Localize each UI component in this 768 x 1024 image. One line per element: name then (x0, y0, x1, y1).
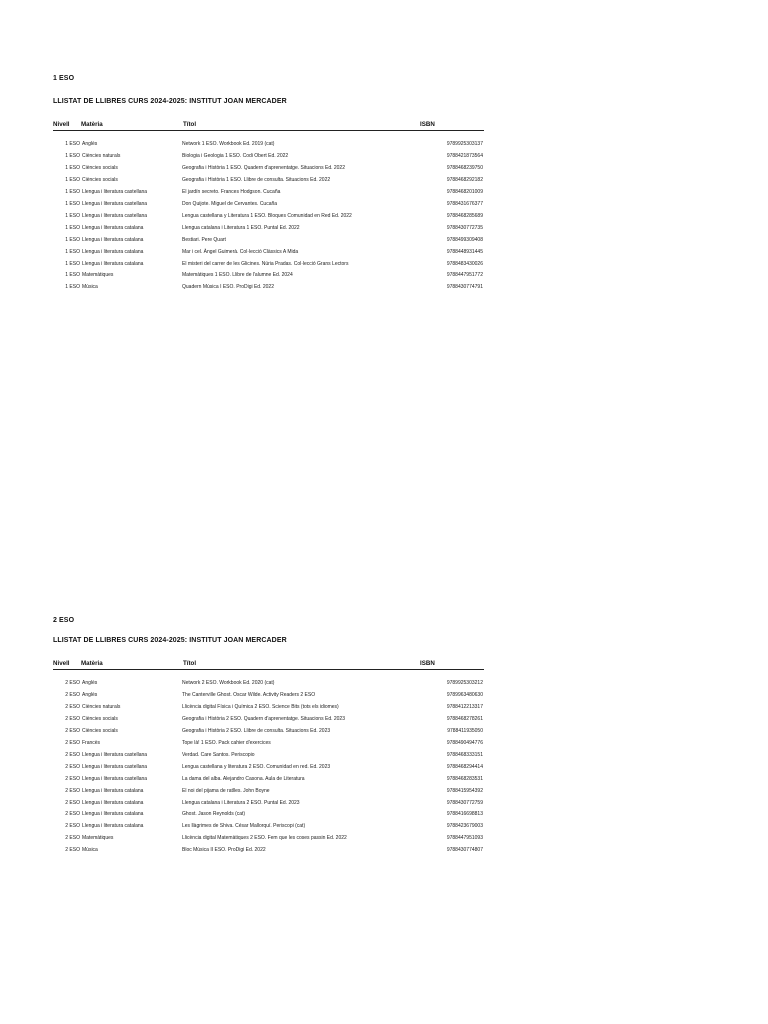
header-level: Nivell (53, 660, 70, 667)
table-row (53, 808, 484, 820)
cell-subject: Llengua i literatura catalana (82, 811, 144, 818)
cell-title: Llicència digital Matemàtiques 2 ESO. Fem que les coses passin Ed. 2022 (182, 835, 347, 842)
cell-subject: Francès (82, 739, 101, 746)
cell-subject: Ciències naturals (82, 152, 121, 159)
table-row (53, 761, 484, 773)
table-row (53, 701, 484, 713)
table-row (53, 150, 484, 162)
cell-level: 2 ESO (65, 811, 80, 818)
cell-subject: Llengua i literatura castellana (82, 751, 148, 758)
cell-isbn: 9788468294414 (446, 763, 483, 770)
cell-isbn: 9788468285689 (446, 212, 483, 219)
table-row (53, 832, 484, 844)
cell-title: Les llàgrimes de Shiva. César Mallorquí. Periscopi (cat) (182, 823, 306, 830)
cell-subject: Ciències socials (82, 727, 118, 734)
cell-isbn: 9788468278261 (446, 715, 483, 722)
table-row (53, 162, 484, 174)
cell-isbn: 9788421873564 (446, 152, 483, 159)
cell-title: Bloc Música II ESO. ProDigi Ed. 2022 (182, 847, 266, 854)
header-title: Títol (183, 660, 197, 667)
cell-level: 1 ESO (65, 236, 80, 243)
cell-subject: Llengua i literatura castellana (82, 200, 148, 207)
cell-subject: Ciències socials (82, 715, 118, 722)
cell-title: Quadern Música I ESO. ProDigi Ed. 2022 (182, 284, 274, 291)
table-row (53, 198, 484, 210)
cell-title: Llengua catalana i Literatura 1 ESO. Puntal Ed. 2022 (182, 224, 300, 231)
cell-level: 2 ESO (65, 787, 80, 794)
table-row (53, 210, 484, 222)
cell-title: Matemàtiques 1 ESO. Llibre de l'alumne Ed. 2024 (182, 272, 293, 279)
cell-isbn: 9788468292182 (446, 176, 483, 183)
cell-title: El jardín secreto. Frances Hodgson. Cucaña (182, 188, 281, 195)
cell-isbn: 9789925303137 (446, 141, 483, 147)
list-title: LLISTAT DE LLIBRES CURS 2024-2025: INSTITUT JOAN MERCADER (53, 98, 287, 105)
cell-title: Llengua catalana i Literatura 2 ESO. Puntal Ed. 2023 (182, 799, 300, 806)
cell-level: 1 ESO (65, 212, 80, 219)
cell-isbn: 9788468201009 (446, 188, 483, 195)
cell-subject: Llengua i literatura catalana (82, 823, 144, 830)
cell-title: Bestiari. Pere Quart (182, 236, 226, 243)
cell-level: 2 ESO (65, 847, 80, 854)
cell-level: 2 ESO (65, 763, 80, 770)
table-row (53, 820, 484, 832)
cell-subject: Llengua i literatura castellana (82, 763, 148, 770)
cell-subject: Anglès (82, 141, 98, 147)
cell-title: El noi del pijama de ratlles. John Boyne (182, 787, 270, 794)
cell-subject: Llengua i literatura castellana (82, 775, 148, 782)
cell-isbn: 9788431676377 (446, 200, 483, 207)
cell-isbn: 9789925303212 (446, 680, 483, 686)
table-row (53, 138, 484, 150)
cell-level: 1 ESO (65, 188, 80, 195)
table-row (53, 737, 484, 749)
cell-isbn: 9788499309408 (446, 236, 483, 243)
table-row (53, 186, 484, 198)
cell-level: 2 ESO (65, 823, 80, 830)
header-isbn: ISBN (420, 660, 435, 667)
cell-title: Tope là! 1 ESO. Pack cahier d'exercices (182, 739, 271, 746)
cell-level: 1 ESO (65, 200, 80, 207)
table-row (53, 725, 484, 737)
cell-level: 2 ESO (65, 691, 80, 698)
cell-title: Mar i cel. Àngel Guimerà. Col·lecció Clàssics A Mida (182, 248, 299, 255)
cell-title: Verdad. Care Santos. Periscopio (182, 751, 255, 758)
cell-isbn: 9788490494776 (446, 739, 483, 746)
cell-subject: Matemàtiques (82, 835, 114, 842)
table-row (53, 713, 484, 725)
cell-subject: Música (82, 847, 98, 854)
cell-isbn: 9788447951093 (446, 835, 483, 842)
table-row (53, 749, 484, 761)
cell-subject: Llengua i literatura catalana (82, 799, 144, 806)
table-row (53, 234, 484, 246)
cell-subject: Llengua i literatura catalana (82, 260, 144, 267)
cell-isbn: 9788411935050 (447, 727, 483, 734)
cell-level: 1 ESO (65, 141, 80, 147)
cell-level: 2 ESO (65, 835, 80, 842)
table-row (53, 281, 484, 293)
cell-subject: Llengua i literatura catalana (82, 787, 144, 794)
cell-level: 1 ESO (65, 260, 80, 267)
cell-subject: Anglès (82, 680, 98, 686)
cell-title: Network 2 ESO. Workbook Ed. 2020 (cat) (182, 680, 275, 686)
cell-title: Geografia i Història 2 ESO. Llibre de consulta. Situacions Ed. 2023 (182, 727, 331, 734)
cell-isbn: 9788415954392 (446, 787, 483, 794)
cell-level: 2 ESO (65, 751, 80, 758)
cell-level: 1 ESO (65, 284, 80, 291)
cell-level: 2 ESO (65, 775, 80, 782)
header-level: Nivell (53, 121, 70, 128)
cell-level: 2 ESO (65, 799, 80, 806)
cell-isbn: 9788430772759 (446, 799, 483, 806)
cell-subject: Ciències socials (82, 164, 118, 171)
cell-subject: Llengua i literatura catalana (82, 224, 144, 231)
cell-subject: Ciències socials (82, 176, 118, 183)
cell-subject: Llengua i literatura castellana (82, 188, 148, 195)
cell-level: 2 ESO (65, 715, 80, 722)
cell-subject: Música (82, 284, 98, 291)
cell-subject: Ciències naturals (82, 703, 121, 710)
cell-title: Llicència digital Física i Química 2 ESO. Science Bits (tots els idiomes) (182, 703, 339, 710)
cell-title: El misteri del carrer de les Glicines. Núria Pradas. Col·lecció Grans Lectors (182, 260, 349, 267)
cell-isbn: 9789963480630 (446, 691, 483, 698)
table-row (53, 797, 484, 809)
cell-subject: Anglès (82, 691, 98, 698)
cell-level: 1 ESO (65, 164, 80, 171)
cell-title: Geografia i Història 1 ESO. Llibre de consulta. Situacions Ed. 2022 (182, 176, 331, 183)
cell-title: Don Quijote. Miguel de Cervantes. Cucaña (182, 200, 278, 207)
cell-subject: Matemàtiques (82, 272, 114, 279)
cell-subject: Llengua i literatura castellana (82, 212, 148, 219)
cell-title: Geografia i Història 2 ESO. Quadern d'aprenentatge. Situacions Ed. 2023 (182, 715, 345, 722)
cell-level: 2 ESO (65, 703, 80, 710)
cell-isbn: 9788412213317 (446, 703, 483, 710)
cell-isbn: 9788483430026 (446, 260, 483, 267)
cell-title: Geografia i Història 1 ESO. Quadern d'aprenentatge. Situacions Ed. 2022 (182, 164, 345, 171)
level-title: 2 ESO (53, 617, 75, 624)
level-title: 1 ESO (53, 75, 75, 82)
cell-isbn: 9788447951772 (446, 272, 483, 279)
header-subject: Matèria (81, 121, 103, 128)
cell-level: 1 ESO (65, 224, 80, 231)
table-row (53, 689, 484, 701)
cell-title: Network 1 ESO. Workbook Ed. 2019 (cat) (182, 141, 275, 147)
cell-title: Lengua castellana y Literatura 1 ESO. Bloques Comunidad en Red Ed. 2022 (182, 212, 352, 219)
table-row (53, 174, 484, 186)
cell-isbn: 9788468283531 (446, 775, 483, 782)
cell-isbn: 9788430774791 (446, 284, 483, 291)
cell-isbn: 9788416698813 (446, 811, 483, 818)
cell-title: Lengua castellana y literatura 2 ESO. Comunidad en red. Ed. 2023 (182, 763, 331, 770)
table-row (53, 773, 484, 785)
cell-isbn: 9788430774807 (446, 847, 483, 854)
cell-subject: Llengua i literatura catalana (82, 236, 144, 243)
cell-isbn: 9788468333151 (446, 751, 483, 758)
cell-isbn: 9788423679003 (446, 823, 483, 830)
table-row (53, 222, 484, 234)
table-header (53, 659, 484, 670)
table-header (53, 120, 484, 131)
cell-title: Biologia i Geologia 1 ESO. Codi Obert Ed. 2022 (182, 152, 289, 159)
table-row (53, 785, 484, 797)
cell-level: 2 ESO (65, 739, 80, 746)
table-row (53, 844, 484, 856)
cell-level: 1 ESO (65, 248, 80, 255)
cell-title: Ghost. Jason Reynolds (cat) (182, 811, 246, 818)
cell-subject: Llengua i literatura catalana (82, 248, 144, 255)
cell-isbn: 9788430772735 (446, 224, 483, 231)
cell-level: 1 ESO (65, 176, 80, 183)
cell-title: La dama del alba. Alejandro Casona. Aula de Literatura (182, 775, 305, 782)
cell-level: 2 ESO (65, 680, 80, 686)
list-title: LLISTAT DE LLIBRES CURS 2024-2025: INSTITUT JOAN MERCADER (53, 637, 287, 644)
cell-isbn: 9788468239750 (446, 164, 483, 171)
cell-title: The Canterville Ghost. Oscar Wilde. Activity Readers 2 ESO (182, 691, 316, 698)
cell-isbn: 9788448931445 (446, 248, 483, 255)
table-row (53, 269, 484, 281)
cell-level: 2 ESO (65, 727, 80, 734)
table-row (53, 246, 484, 258)
cell-level: 1 ESO (65, 152, 80, 159)
header-subject: Matèria (81, 660, 103, 667)
cell-level: 1 ESO (65, 272, 80, 279)
table-row (53, 677, 484, 689)
table-row (53, 258, 484, 270)
header-title: Títol (183, 121, 197, 128)
header-isbn: ISBN (420, 121, 435, 128)
